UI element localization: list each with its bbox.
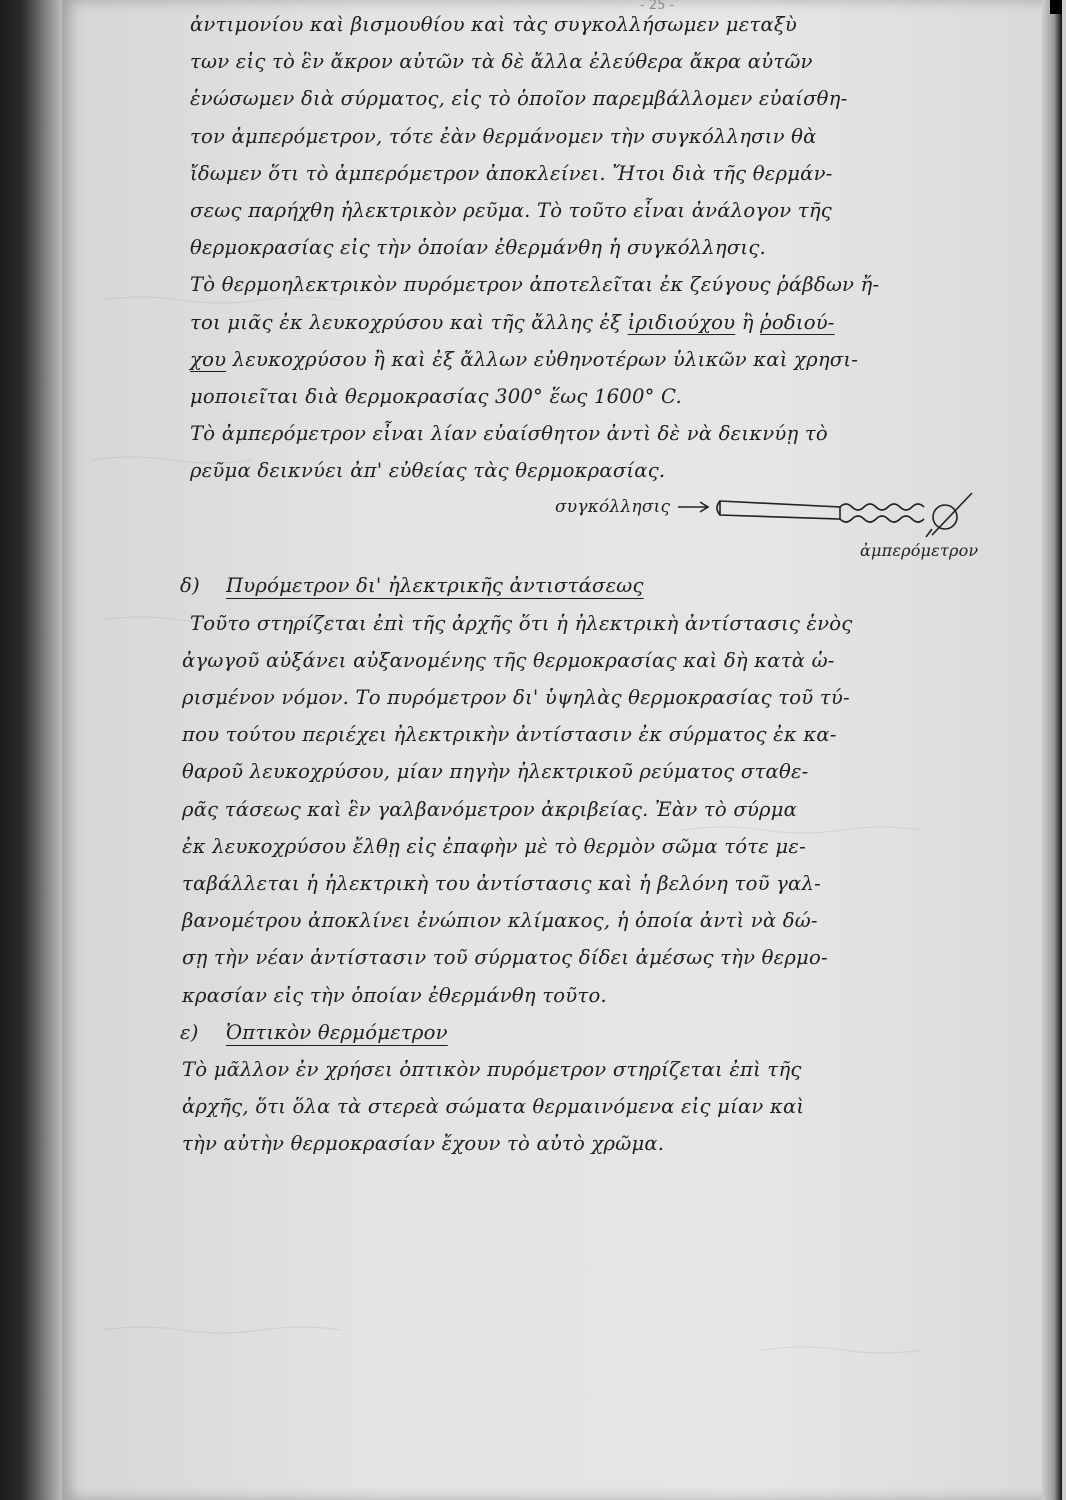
ammeter-label: ἀμπερόμετρον: [860, 541, 979, 561]
text-line: ρᾶς τάσεως καὶ ἓν γαλβανόμετρον ἀκριβείας. Ἐὰν τὸ σύρμα: [182, 797, 798, 821]
text-line: ἐκ λευκοχρύσου ἔλθῃ εἰς ἐπαφὴν μὲ τὸ θερμὸν σῶμα τότε με-: [182, 834, 806, 858]
text-line: ἀρχῆς, ὅτι ὅλα τὰ στερεὰ σώματα θερμαινόμενα εἰς μίαν καὶ: [182, 1095, 805, 1119]
underlined-word: χου: [190, 347, 227, 371]
text-line: ρισμένον νόμον. Το πυρόμετρον δι' ὑψηλὰς θερμοκρασίας τοῦ τύ-: [182, 686, 850, 709]
text-line: μοποιεῖται διὰ θερμοκρασίας 300° ἕως 1600° C.: [190, 384, 682, 408]
section-number: ε): [180, 1020, 199, 1044]
thermocouple-figure: [190, 491, 1066, 567]
text-line: Τὸ θερμοηλεκτρικὸν πυρόμετρον ἀποτελεῖται ἐκ ζεύγους ῥάβδων ἤ-: [190, 273, 880, 297]
text-line: βανομέτρου ἀποκλίνει ἐνώπιον κλίμακος, ἡ ὁποία ἀντὶ νὰ δώ-: [182, 909, 818, 933]
text-line: θερμοκρασίας εἰς τὴν ὁποίαν ἐθερμάνθη ἡ συγκόλλησις.: [190, 236, 766, 260]
section-e-heading: [180, 1014, 1066, 1051]
text-line: τὴν αὐτὴν θερμοκρασίαν ἔχουν τὸ αὐτὸ χρῶμα.: [182, 1132, 665, 1156]
text-span: λευκοχρύσου ἢ καὶ ἐξ ἄλλων εὐθηνοτέρων ὑλικῶν καὶ χρησι-: [232, 347, 859, 371]
handwritten-text: [180, 6, 1066, 1162]
text-line: Τὸ ἀμπερόμετρον εἶναι λίαν εὐαίσθητον ἀντὶ δὲ νὰ δεικνύῃ τὸ: [190, 422, 828, 446]
underlined-word: ῥοδιού-: [760, 310, 835, 334]
text-line: ἀγωγοῦ αὐξάνει αὐξανομένης τῆς θερμοκρασίας καὶ δὴ κατὰ ὡ-: [182, 648, 835, 672]
text-line: ἀντιμονίου καὶ βισμουθίου καὶ τὰς συγκολλήσωμεν μεταξὺ: [190, 13, 798, 36]
section-title: Ὀπτικὸν θερμόμετρον: [226, 1020, 448, 1044]
text-line: σῃ τὴν νέαν ἀντίστασιν τοῦ σύρματος δίδει ἀμέσως τὴν θερμο-: [182, 946, 828, 970]
notebook-page: [62, 0, 1062, 1500]
text-line: ταβάλλεται ἡ ἠλεκτρικὴ του ἀντίστασις καὶ ἡ βελόνη τοῦ γαλ-: [182, 871, 821, 895]
text-line: θαροῦ λευκοχρύσου, μίαν πηγὴν ἠλεκτρικοῦ ρεύματος σταθε-: [182, 760, 809, 784]
text-line: σεως παρήχθη ἠλεκτρικὸν ρεῦμα. Τὸ τοῦτο εἶναι ἀνάλογον τῆς: [190, 198, 832, 222]
text-line: ρεῦμα δεικνύει ἀπ' εὐθείας τὰς θερμοκρασίας.: [190, 459, 666, 483]
text-line: τον ἀμπερόμετρον, τότε ἐὰν θερμάνομεν τὴν συγκόλλησιν θὰ: [190, 124, 817, 148]
book-binding-shadow: [0, 0, 70, 1500]
junction-label: συγκόλλησις: [555, 497, 671, 518]
text-span: ἢ: [741, 310, 754, 334]
section-number: δ): [180, 574, 200, 598]
text-line: Τὸ μᾶλλον ἐν χρήσει ὀπτικὸν πυρόμετρον στηρίζεται ἐπὶ τῆς: [182, 1057, 802, 1081]
page-number: - 25 -: [640, 0, 675, 13]
text-line: [190, 304, 1066, 341]
text-line: που τούτου περιέχει ἠλεκτρικὴν ἀντίστασιν ἐκ σύρματος ἐκ κα-: [182, 723, 837, 747]
section-title: Πυρόμετρον δι' ἠλεκτρικῆς ἀντιστάσεως: [226, 574, 644, 598]
text-line: ἴδωμεν ὅτι τὸ ἀμπερόμετρον ἀποκλείνει. Ἤτοι διὰ τῆς θερμάν-: [190, 161, 833, 185]
section-d-heading: [180, 567, 1066, 604]
text-line: ἑνώσωμεν διὰ σύρματος, εἰς τὸ ὁποῖον παρεμβάλλομεν εὐαίσθη-: [190, 87, 848, 111]
text-line: Τοῦτο στηρίζεται ἐπὶ τῆς ἀρχῆς ὅτι ἡ ἠλεκτρικὴ ἀντίστασις ἑνὸς: [190, 611, 853, 635]
text-line: των εἰς τὸ ἓν ἄκρον αὐτῶν τὰ δὲ ἄλλα ἐλεύθερα ἄκρα αὐτῶν: [190, 50, 813, 74]
underlined-word: ἰριδιούχου: [627, 310, 736, 334]
text-line: [190, 341, 1066, 378]
text-line: κρασίαν εἰς τὴν ὁποίαν ἐθερμάνθη τοῦτο.: [182, 983, 607, 1007]
text-span: τοι μιᾶς ἐκ λευκοχρύσου καὶ τῆς ἄλλης ἐξ: [190, 310, 622, 334]
